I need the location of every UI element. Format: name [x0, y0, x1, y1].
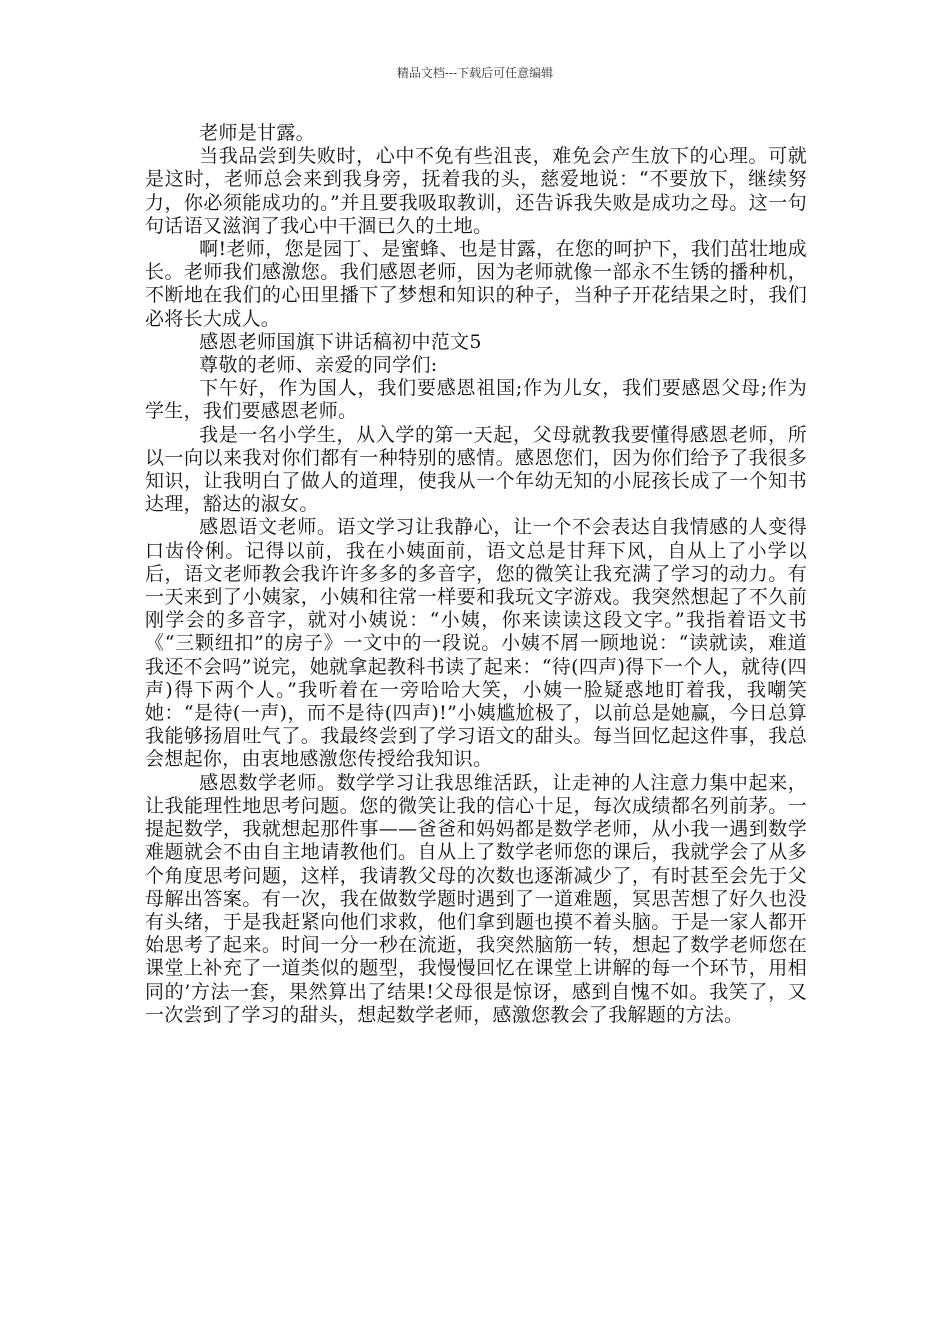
paragraph-greeting: 下午好，作为国人，我们要感恩祖国;作为儿女，我们要感恩父母;作为学生，我们要感恩老师。: [145, 377, 807, 423]
paragraph-intro: 我是一名小学生，从入学的第一天起，父母就教我要懂得感恩老师，所以一向以来我对你们都有一种特别的感情。感恩您们，因为你们给予了我很多知识，让我明白了做人的道理，使我从一个年幼无知的小屁孩长成了一个知书达理，豁达的淑女。: [145, 423, 807, 516]
document-body: [145, 122, 807, 1027]
paragraph-chinese-teacher: 感恩语文老师。语文学习让我静心，让一个不会表达自我情感的人变得口齿伶俐。记得以前，我在小姨面前，语文总是甘拜下风，自从上了小学以后，语文老师教会我许许多多的多音字，您的微笑让我充满了学习的动力。有一天来到了小姨家，小姨和往常一样要和我玩文字游戏。我突然想起了不久前刚学会的多音字，就对小姨说：“小姨，你来读读这段文字。”我指着语文书《“三颗纽扣”的房子》一文中的一段说。小姨不屑一顾地说：“读就读，难道我还不会吗”说完，她就拿起教科书读了起来：“待(四声)得下一个人，就待(四声)得下两个人。”我听着在一旁哈哈大笑，小姨一脸疑惑地盯着我，我嘲笑她：“是待(一声)，而不是待(四声)!”小姨尴尬极了，以前总是她赢，今日总算我能够扬眉吐气了。我最终尝到了学习语文的甜头。每当回忆起这件事，我总会想起你，由衷地感激您传授给我知识。: [145, 516, 807, 771]
section-title: 感恩老师国旗下讲话稿初中范文5: [199, 330, 482, 353]
paragraph-math-teacher: 感恩数学老师。数学学习让我思维活跃，让走神的人注意力集中起来，让我能理性地思考问题。您的微笑让我的信心十足，每次成绩都名列前茅。一提起数学，我就想起那件事——爸爸和妈妈都是数学老师，从小我一遇到数学难题就会不由自主地请教他们。自从上了数学老师您的课后，我就学会了从多个角度思考问题，这样，我请教父母的次数也逐渐减少了，有时甚至会先于父母解出答案。有一次，我在做数学题时遇到了一道难题，冥思苦想了好久也没有头绪，于是我赶紧向他们求救，他们拿到题也摸不着头脑。于是一家人都开始思考了起来。时间一分一秒在流逝，我突然脑筋一转，想起了数学老师您在课堂上补充了一道类似的题型，我慢慢回忆在课堂上讲解的每一个环节，用相同的’方法一套，果然算出了结果!父母很是惊讶，感到自愧不如。我笑了，又一次尝到了学习的甜头，想起数学老师，感激您教会了我解题的方法。: [145, 771, 807, 1026]
page-header: 精品文档---下载后可任意编辑: [396, 66, 554, 80]
paragraph-2: 当我品尝到失败时，心中不免有些沮丧，难免会产生放下的心理。可就是这时，老师总会来到我身旁，抚着我的头，慈爱地说：“不要放下，继续努力，你必须能成功的。”并且要我吸取教训，还告诉我失败是成功之母。这一句句话语又滋润了我心中干涸已久的土地。: [145, 145, 807, 237]
paragraph-3: 啊!老师，您是园丁、是蜜蜂、也是甘露，在您的呵护下，我们茁壮地成长。老师我们感激您。我们感恩老师，因为老师就像一部永不生锈的播种机，不断地在我们的心田里播下了梦想和知识的种子，当种子开花结果之时，我们必将长大成人。: [145, 238, 807, 330]
paragraph-1: 老师是甘露。: [199, 122, 315, 144]
salutation: 尊敬的老师、亲爱的同学们:: [199, 354, 438, 377]
